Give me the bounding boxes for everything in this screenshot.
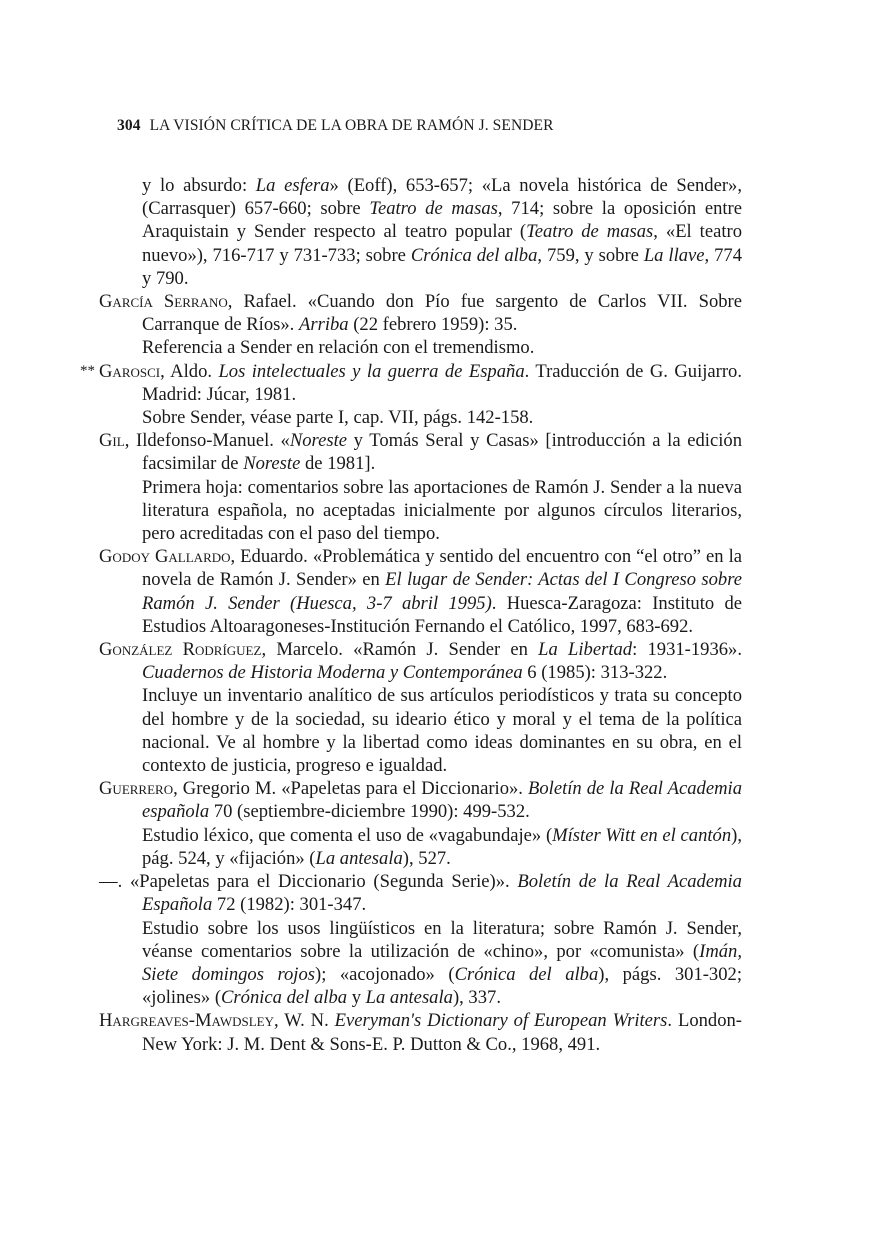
bibliography-body [80,174,743,1056]
entry-text: , W. N. [274,1010,335,1032]
author-name: Guerrero [99,778,174,800]
author-name: González Rodríguez [99,639,262,661]
entry-annotation: Primera hoja: comentarios sobre las aportaciones de Ramón J. Sender a la nueva literatura española, no aceptadas inicialmente por algunos círculos literarios, pero acreditadas con el paso del tiempo. [142,476,742,545]
entry-text: 70 (septiembre-diciembre 1990): 499-532. [209,801,530,823]
journal-title: Arriba [298,314,349,336]
running-header [117,117,554,135]
entry-text: y Tomás Seral y Casas» [introducción a la edición facsimilar de [142,430,742,475]
repeated-author-dash: — [99,871,118,893]
entry-text: 6 (1985): 313-322. [522,662,668,684]
entry-text: , Ildefonso-Manuel. « [124,430,290,452]
author-name: Garosci [99,360,161,382]
work-title: Crónica del alba [410,244,538,266]
entry-text: . Traducción de G. Guijarro. Madrid: Júcar, 1981. [142,360,742,405]
entry-text: de 1981]. [300,453,376,475]
entry-text: Estudio léxico, que comenta el uso de «vagabundaje» ( [142,824,553,846]
entry-text: , 774 y 790. [142,244,743,289]
work-title: Crónica del alba [221,987,348,1009]
bibliography-entry [92,429,742,545]
entry-annotation: Incluye un inventario analítico de sus artículos periodísticos y trata su concepto del hombre y de la sociedad, su ideario ético y moral y el tema de la política nacional. Ve al hombre y la libertad como ideas dominantes en su obra, en el contexto de justicia, progreso e igualdad. [142,685,742,777]
journal-title: Boletín de la Real Academia española [142,778,742,823]
bibliography-entry [92,638,742,777]
author-name: Hargreaves-Mawdsley [99,1010,274,1032]
journal-title: Cuadernos de Historia Moderna y Contemporánea [142,662,523,684]
entry-text: . «Papeletas para el Diccionario (Segunda Serie)». [117,871,518,893]
entry-text: y [347,987,366,1009]
entry-text: , Aldo. [160,360,219,382]
work-title: Míster Witt en el cantón [552,824,732,846]
work-title: El lugar de Sender: Actas del I Congreso sobre Ramón J. Sender (Huesca, 3-7 abril 1995) [142,569,742,614]
work-title: Noreste [289,430,347,452]
entry-text: » (Eoff), 653-657; «La novela histórica de Sender», (Carrasquer) 657-660; sobre [142,175,742,220]
double-asterisk-marker: ** [80,362,95,379]
author-name: Gil [99,430,125,452]
work-title: La llave [643,244,705,266]
page-number: 304 [117,117,141,134]
bibliography-entry [92,545,742,638]
entry-text: ), pág. 524, y «fijación» ( [142,824,742,869]
entry-text: (22 febrero 1959): 35. [348,314,518,336]
journal-title: Boletín de la Real Academia Española [142,871,742,916]
entry-text: ), 337. [452,987,501,1009]
work-title: La antesala [365,987,453,1009]
bibliography-entry [92,870,742,1009]
entry-text: , Eduardo. «Problemática y sentido del encuentro con “el otro” en la novela de Ramón J. Sender» en [142,546,742,591]
bibliography-entry [92,1009,742,1055]
entry-text: ), págs. 301-302; «jolines» ( [142,963,742,1009]
entry-annotation [92,824,742,870]
entry-text: . Huesca-Zaragoza: Instituto de Estudios Altoaragoneses-Institución Fernando el Católico, 1997, 683-692. [142,592,743,637]
entry-text: ), 527. [402,847,451,869]
work-title: Teatro de masas [369,198,498,220]
entry-text: , 714; sobre la oposición entre Araquistain y Sender respecto al teatro popular ( [142,198,742,243]
work-title: Everyman's Dictionary of European Writers [334,1010,668,1032]
bibliography-entry-continuation [92,174,742,290]
work-title: Crónica del alba [454,963,599,985]
work-title: Noreste [243,453,301,475]
entry-text: , 759, y sobre [537,244,644,266]
work-title: Teatro de masas [526,221,654,243]
entry-text: : 1931-1936». [632,639,743,661]
entry-text: , «El teatro nuevo»), 716-717 y 731-733; sobre [142,221,743,266]
author-name: García Serrano [99,291,228,313]
entry-text: . London-New York: J. M. Dent & Sons-E. P. Dutton & Co., 1968, 491. [142,1010,742,1055]
running-title: LA VISIÓN CRÍTICA DE LA OBRA DE RAMÓN J. SENDER [149,117,554,134]
author-name: Godoy Gallardo [99,546,231,568]
bibliography-entry [92,777,742,870]
entry-text: ); «acojonado» ( [315,963,455,985]
work-title: Los intelectuales y la guerra de España [218,360,525,382]
entry-annotation [92,917,742,1010]
entry-text: 72 (1982): 301-347. [212,894,367,916]
bibliography-entry [80,360,742,430]
entry-annotation: Referencia a Sender en relación con el tremendismo. [142,337,535,359]
entry-annotation: Sobre Sender, véase parte I, cap. VII, págs. 142-158. [142,407,534,429]
work-title: La Libertad [538,639,633,661]
bibliography-entry [92,290,742,360]
entry-text: , Gregorio M. «Papeletas para el Diccionario». [173,778,529,800]
work-title: Imán, Siete domingos rojos [142,940,742,985]
entry-text: y lo absurdo: [142,175,256,196]
work-title: La esfera [255,175,330,196]
entry-text: Estudio sobre los usos lingüísticos en la literatura; sobre Ramón J. Sender, véanse comentarios sobre la utilización de «chino», por «comunista» ( [142,917,742,962]
entry-text: , Rafael. «Cuando don Pío fue sargento de Carlos VII. Sobre Carranque de Ríos». [142,291,742,336]
work-title: La antesala [315,847,403,869]
entry-text: , Marcelo. «Ramón J. Sender en [261,639,539,661]
